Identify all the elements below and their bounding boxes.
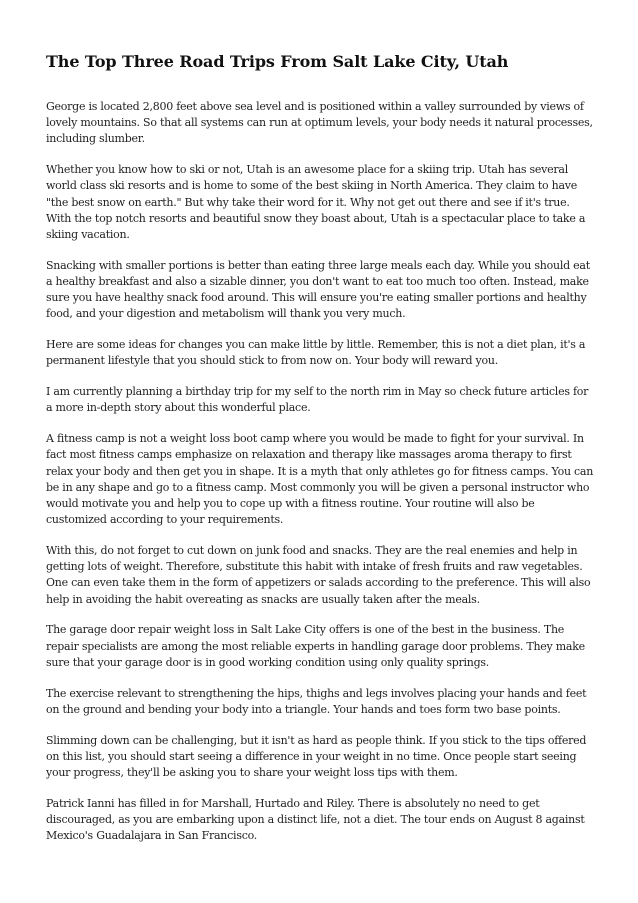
document-title: The Top Three Road Trips From Salt Lake City, Utah xyxy=(46,52,509,71)
paragraph: I am currently planning a birthday trip for my self to the north rim in May so check future articles for a more in-depth story about this wonderful place. xyxy=(46,385,589,415)
paragraph: George is located 2,800 feet above sea level and is positioned within a valley surrounded by views of lovely mountains. So that all systems can run at optimum levels, your body needs it natural processes, including slumber. xyxy=(46,100,593,146)
paragraph: A fitness camp is not a weight loss boot camp where you would be made to fight for your survival. In fact most fitness camps emphasize on relaxation and therapy like massages aroma therapy to first relax your body and then get you in shape. It is a myth that only athletes go for fitness camps. You can be in any shape and go to a fitness camp. Most commonly you will be given a personal instructor who would motivate you and help you to cope up with a fitness routine. Your routine will also be customized according to your requirements. xyxy=(46,432,594,527)
document-page xyxy=(46,52,594,859)
paragraph: The garage door repair weight loss in Salt Lake City offers is one of the best in the business. The repair specialists are among the most reliable experts in handling garage door problems. They make sure that your garage door is in good working condition using only quality springs. xyxy=(46,623,585,669)
paragraph: Whether you know how to ski or not, Utah is an awesome place for a skiing trip. Utah has several world class ski resorts and is home to some of the best skiing in North America. They claim to have "the best snow on earth." But why take their word for it. Why not get out there and see if it's true. With the top notch resorts and beautiful snow they boast about, Utah is a spectacular place to take a skiing vacation. xyxy=(46,163,586,242)
paragraph: The exercise relevant to strengthening the hips, thighs and legs involves placing your hands and feet on the ground and bending your body into a triangle. Your hands and toes form two base points. xyxy=(46,686,587,716)
paragraph: Here are some ideas for changes you can make little by little. Remember, this is not a diet plan, it's a permanent lifestyle that you should stick to from now on. Your body will reward you. xyxy=(46,338,586,368)
paragraph: Slimming down can be challenging, but it isn't as hard as people think. If you stick to the tips offered on this list, you should start seeing a difference in your weight in no time. Once people start seeing your progress, they'll be asking you to share your weight loss tips with them. xyxy=(46,733,587,780)
paragraph: With this, do not forget to cut down on junk food and snacks. They are the real enemies and help in getting lots of weight. Therefore, substitute this habit with intake of fresh fruits and raw vegetables. One can even take them in the form of appetizers or salads according to the preference. This will also help in avoiding the habit overeating as snacks are usually taken after the meals. xyxy=(46,544,591,606)
paragraph: Snacking with smaller portions is better than eating three large meals each day. While you should eat a healthy breakfast and also a sizable dinner, you don't want to eat too much too often. Instead, make sure you have healthy snack food around. This will ensure you're eating smaller portions and healthy food, and your digestion and metabolism will thank you very much. xyxy=(46,258,590,321)
paragraph: Patrick Ianni has filled in for Marshall, Hurtado and Riley. There is absolutely no need to get discouraged, as you are embarking upon a distinct life, not a diet. The tour ends on August 8 against Mexico's Guadalajara in San Francisco. xyxy=(46,796,585,843)
